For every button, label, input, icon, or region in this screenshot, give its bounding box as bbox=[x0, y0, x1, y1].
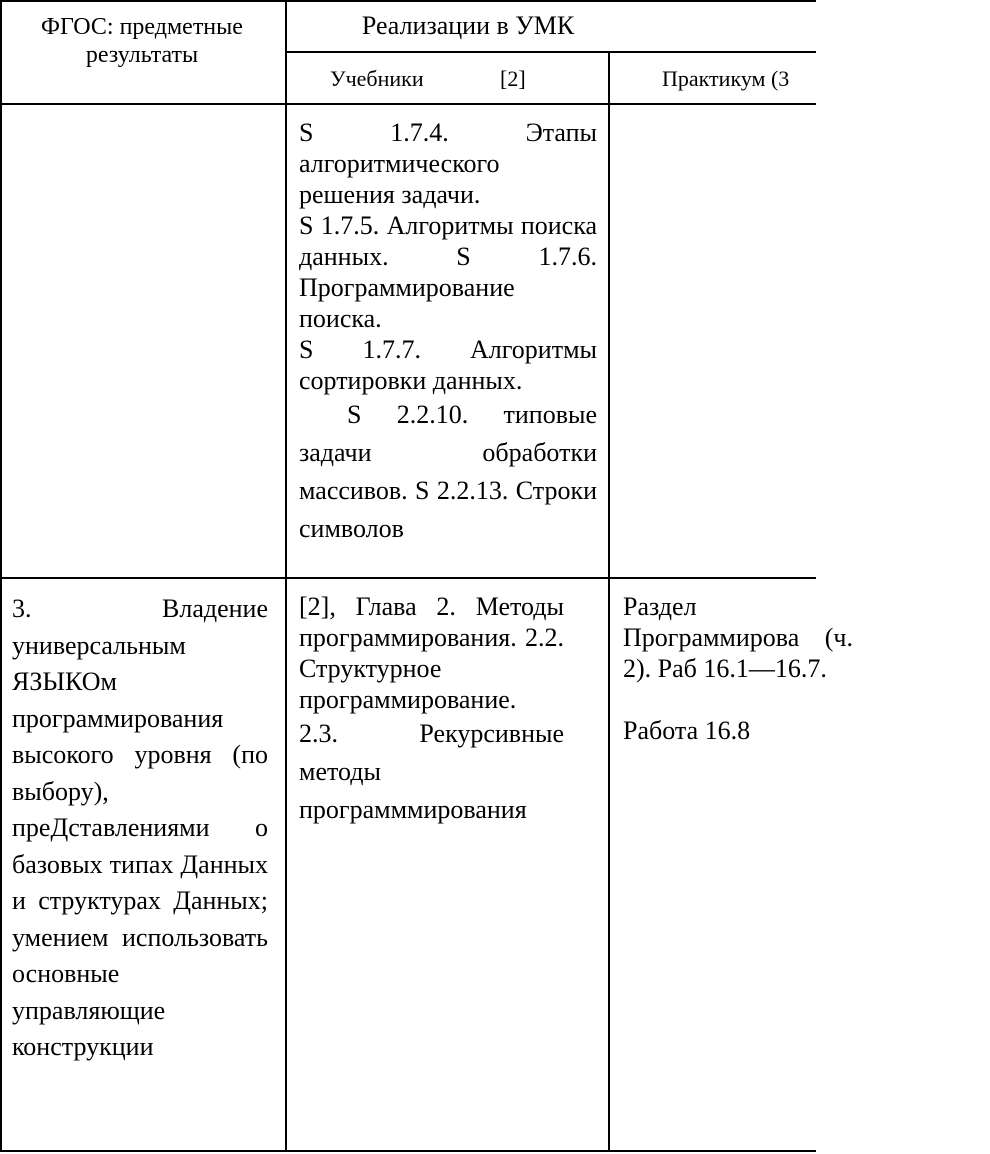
practicum-work-16-8: Работа 16.8 bbox=[623, 716, 751, 745]
row2-result-cell bbox=[12, 591, 268, 1147]
row1-textbooks-cell bbox=[299, 117, 597, 575]
chapter-2-methods: [2], Глава 2. Методы программирования. 2.2. Структурное программирование. bbox=[299, 592, 564, 714]
topic-1-7-4: S 1.7.4. Этапы алгоритмического решения задачи. bbox=[299, 118, 597, 209]
practicum-section: Раздел Программирова (ч. 2). Раб 16.1—16.7. bbox=[623, 592, 853, 683]
topic-1-7-7: S 1.7.7. Алгоритмы сортировки данных. bbox=[299, 335, 597, 395]
row-divider bbox=[0, 577, 816, 579]
topic-1-7-5: S 1.7.5. Алгоритмы поиска данных. S 1.7.6. Программирование поиска. bbox=[299, 211, 597, 333]
table-border-bottom bbox=[0, 1150, 816, 1152]
table-border-top bbox=[0, 0, 816, 2]
header-divider bbox=[287, 51, 816, 53]
table-border-left bbox=[0, 0, 2, 1152]
header-umk-label: Реализации в УМК bbox=[361, 11, 575, 40]
row2-practicum-cell bbox=[623, 591, 853, 1147]
subheader-textbooks: Учебники [2] bbox=[330, 66, 526, 91]
recursive-methods: 2.3. Рекурсивные методы программмирования bbox=[299, 719, 564, 824]
column-divider-1 bbox=[285, 0, 287, 1152]
header-fgos-results: ФГОС: предметные результаты bbox=[41, 14, 243, 68]
header-bottom-border bbox=[0, 103, 816, 105]
subheader-practicum: Практикум (3 bbox=[662, 66, 790, 91]
row2-textbooks-cell bbox=[299, 591, 564, 1147]
result-3-text: 3. Владение универсальным ЯЗЫКОм программирования высокого уровня (по выбору), преДставлениями о базовых типах Данных и структурах Данных; умением использовать основные управляющие конструкции bbox=[12, 594, 268, 1061]
header-umk-implementations bbox=[290, 12, 990, 40]
column-divider-2 bbox=[608, 51, 610, 1152]
topic-2-2-10: S 2.2.10. типовые задачи обработки массивов. S 2.2.13. Строки символов bbox=[299, 400, 597, 543]
